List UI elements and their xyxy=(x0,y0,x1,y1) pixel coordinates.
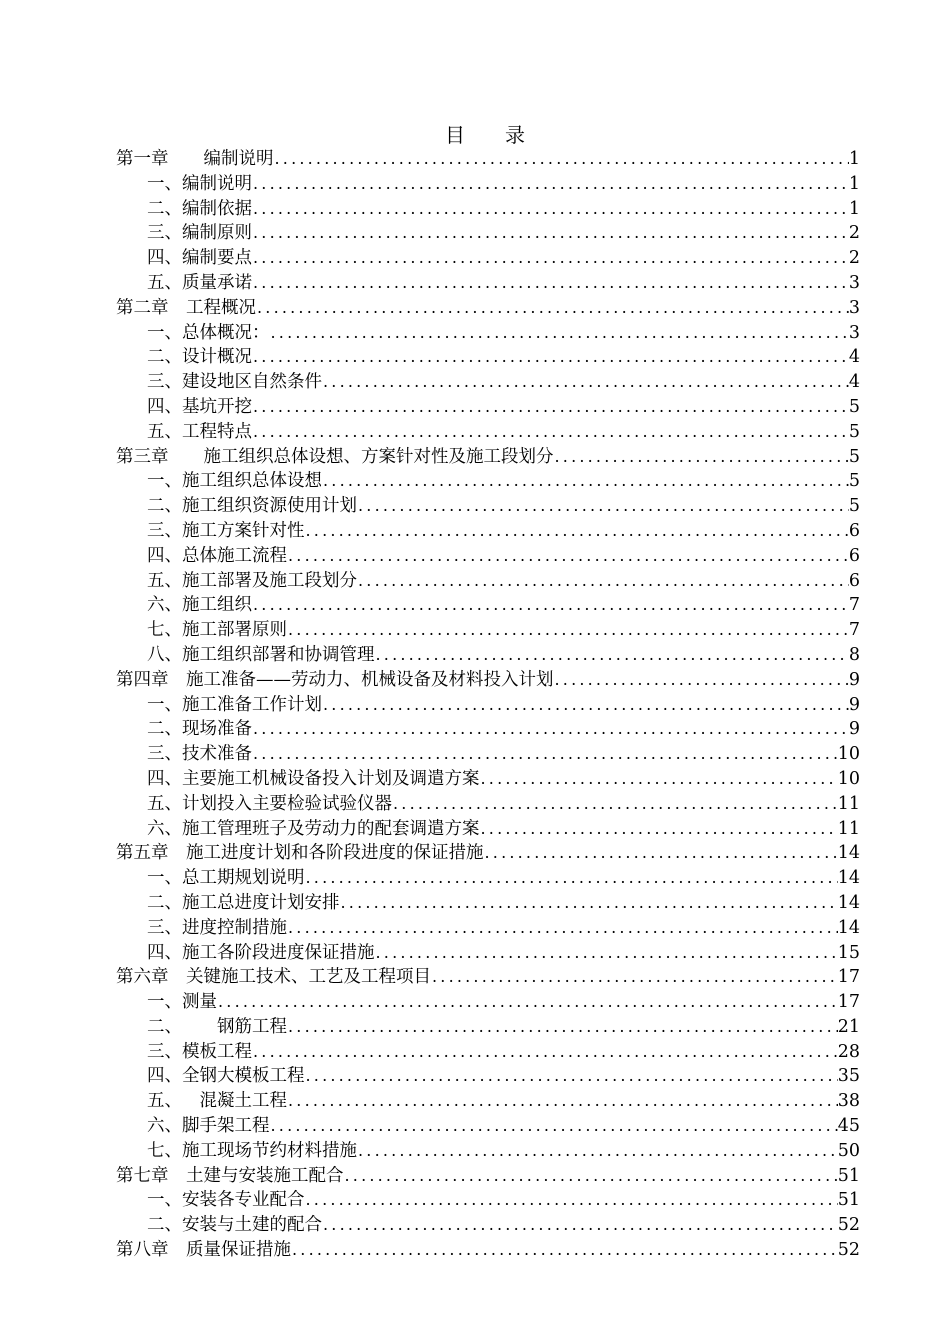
toc-entry-title: 编制说明 xyxy=(182,173,252,194)
toc-entry-title: 安装与土建的配合 xyxy=(182,1215,322,1236)
toc-page-number: 11 xyxy=(837,793,860,814)
toc-entry-number: 第六章 xyxy=(116,967,169,988)
toc-dot-leader xyxy=(256,296,849,321)
toc-chapter-entry[interactable] xyxy=(116,668,860,693)
toc-entry-title: 总工期规划说明 xyxy=(182,868,305,889)
toc-dot-leader xyxy=(252,742,838,767)
toc-section-entry[interactable] xyxy=(116,519,860,544)
toc-entry-number: 二、 xyxy=(147,1016,182,1037)
toc-entry-number: 七、 xyxy=(147,620,182,641)
toc-entry-title: 脚手架工程 xyxy=(182,1116,270,1137)
toc-page-number: 1 xyxy=(848,149,860,169)
toc-page-number: 51 xyxy=(837,1165,860,1186)
toc-section-entry[interactable] xyxy=(116,891,860,916)
toc-page-number: 10 xyxy=(837,768,860,789)
toc-section-entry[interactable] xyxy=(116,1188,860,1213)
toc-dot-leader xyxy=(252,172,849,197)
toc-dot-leader xyxy=(375,941,838,966)
toc-page-number: 3 xyxy=(848,322,860,343)
toc-dot-leader xyxy=(270,1114,838,1139)
toc-entry-title: 测量 xyxy=(182,992,217,1013)
toc-section-entry[interactable] xyxy=(116,643,860,668)
toc-entry-number: 三、 xyxy=(147,520,182,541)
toc-entry-number: 三、 xyxy=(147,917,182,938)
toc-entry-number: 一、 xyxy=(147,1190,182,1211)
toc-entry-title: 施工总进度计划安排 xyxy=(182,892,340,913)
toc-entry-title: 施工现场节约材料措施 xyxy=(182,1140,357,1161)
toc-entry-title: 施工各阶段进度保证措施 xyxy=(182,942,375,963)
toc-entry-number: 三、 xyxy=(147,372,182,393)
toc-entry-title: 施工组织 xyxy=(182,595,252,616)
toc-entry-number: 四、 xyxy=(147,1066,182,1087)
toc-entry-number: 四、 xyxy=(147,768,182,789)
toc-section-entry[interactable] xyxy=(116,742,860,767)
toc-entry-number: 二、 xyxy=(147,198,182,219)
toc-entry-title: 施工管理班子及劳动力的配套调遣方案 xyxy=(182,818,480,839)
toc-entry-number: 五、 xyxy=(147,793,182,814)
toc-entry-title: 质量承诺 xyxy=(182,272,252,293)
toc-page-number: 38 xyxy=(837,1091,860,1112)
toc-page-number: 6 xyxy=(848,570,860,591)
toc-page-number: 14 xyxy=(837,892,860,913)
toc-entry-number: 第八章 xyxy=(116,1240,169,1261)
toc-section-entry[interactable] xyxy=(116,420,860,445)
toc-entry-number: 五、 xyxy=(147,1091,182,1112)
toc-dot-leader xyxy=(252,717,849,742)
toc-section-entry[interactable] xyxy=(116,941,860,966)
toc-entry-title: 计划投入主要检验试验仪器 xyxy=(182,793,392,814)
toc-dot-leader xyxy=(431,965,838,990)
toc-entry-title: 施工组织总体设想、方案针对性及施工段划分 xyxy=(203,446,554,467)
toc-entry-number: 三、 xyxy=(147,223,182,244)
toc-entry-title: 模板工程 xyxy=(182,1041,252,1062)
toc-entry-number: 第二章 xyxy=(116,297,169,318)
toc-title: 目 录 xyxy=(445,123,525,147)
toc-entry-title: 技术准备 xyxy=(182,744,252,765)
toc-dot-leader xyxy=(484,841,838,866)
toc-entry-title: 基坑开挖 xyxy=(182,396,252,417)
toc-dot-leader xyxy=(287,1015,838,1040)
toc-section-entry[interactable] xyxy=(116,817,860,842)
toc-dot-leader xyxy=(252,345,849,370)
toc-section-entry[interactable] xyxy=(116,1064,860,1089)
toc-page-number: 9 xyxy=(848,719,860,740)
toc-section-entry[interactable] xyxy=(116,1139,860,1164)
toc-entry-number: 五、 xyxy=(147,272,182,293)
toc-page-number: 10 xyxy=(837,744,860,765)
toc-chapter-entry[interactable] xyxy=(116,1238,860,1263)
toc-dot-leader xyxy=(322,469,849,494)
toc-entry-title: 施工部署原则 xyxy=(182,620,287,641)
toc-section-entry[interactable] xyxy=(116,345,860,370)
toc-entry-title: 土建与安装施工配合 xyxy=(186,1165,344,1186)
toc-entry-title: 钢筋工程 xyxy=(217,1016,287,1037)
toc-entry-title: 质量保证措施 xyxy=(186,1240,291,1261)
toc-section-entry[interactable] xyxy=(116,271,860,296)
toc-entry-spacer xyxy=(169,296,187,321)
toc-entry-number: 八、 xyxy=(147,644,182,665)
toc-section-entry[interactable] xyxy=(116,1015,860,1040)
toc-entry-number: 二、 xyxy=(147,719,182,740)
toc-section-entry[interactable] xyxy=(116,321,860,346)
toc-page-number: 28 xyxy=(837,1041,860,1062)
toc-entry-number: 六、 xyxy=(147,595,182,616)
toc-entry-title: 施工部署及施工段划分 xyxy=(182,570,357,591)
toc-dot-leader xyxy=(252,395,849,420)
toc-entry-title: 设计概况 xyxy=(182,347,252,368)
toc-entry-number: 一、 xyxy=(147,868,182,889)
toc-page-number: 14 xyxy=(837,843,860,864)
toc-dot-leader xyxy=(252,593,849,618)
toc-dot-leader xyxy=(305,519,849,544)
toc-entry-spacer xyxy=(182,1015,217,1040)
toc-page-number: 17 xyxy=(837,992,860,1013)
toc-entry-number: 四、 xyxy=(147,248,182,269)
toc-section-entry[interactable] xyxy=(116,1040,860,1065)
toc-dot-leader xyxy=(305,1064,838,1089)
toc-dot-leader xyxy=(252,1040,838,1065)
toc-dot-leader xyxy=(287,618,849,643)
toc-entry-number: 第五章 xyxy=(116,843,169,864)
toc-section-entry[interactable] xyxy=(116,618,860,643)
toc-page-number: 5 xyxy=(848,471,860,492)
toc-entry-spacer xyxy=(169,965,187,990)
toc-page-number: 50 xyxy=(837,1140,860,1161)
toc-section-entry[interactable] xyxy=(116,792,860,817)
toc-page-number: 35 xyxy=(837,1066,860,1087)
toc-dot-leader xyxy=(217,990,838,1015)
toc-section-entry[interactable] xyxy=(116,593,860,618)
toc-dot-leader xyxy=(252,197,849,222)
toc-entry-title: 总体施工流程 xyxy=(182,545,287,566)
toc-entry-title: 工程特点 xyxy=(182,421,252,442)
toc-dot-leader xyxy=(392,792,838,817)
toc-dot-leader xyxy=(357,569,849,594)
toc-entry-title: 全钢大模板工程 xyxy=(182,1066,305,1087)
toc-page-number: 5 xyxy=(848,496,860,517)
toc-dot-leader xyxy=(252,420,849,445)
toc-chapter-entry[interactable] xyxy=(116,147,860,172)
toc-page-number: 9 xyxy=(848,669,860,690)
toc-entry-number: 五、 xyxy=(147,570,182,591)
toc-page-number: 17 xyxy=(837,967,860,988)
toc-chapter-entry[interactable] xyxy=(116,841,860,866)
toc-section-entry[interactable] xyxy=(116,916,860,941)
toc-dot-leader xyxy=(340,891,838,916)
toc-entry-title: 施工准备工作计划 xyxy=(182,694,322,715)
toc-dot-leader xyxy=(554,668,849,693)
toc-entry-title: 工程概况 xyxy=(186,297,256,318)
toc-section-entry[interactable] xyxy=(116,990,860,1015)
toc-entry-title: 混凝土工程 xyxy=(199,1091,287,1112)
toc-entry-title: 施工进度计划和各阶段进度的保证措施 xyxy=(186,843,484,864)
toc-entry-number: 一、 xyxy=(147,992,182,1013)
toc-dot-leader xyxy=(252,246,849,271)
toc-page-number: 6 xyxy=(848,520,860,541)
toc-page-number: 1 xyxy=(848,198,860,219)
toc-page-number: 51 xyxy=(837,1190,860,1211)
toc-entry-spacer xyxy=(169,841,187,866)
toc-entry-spacer xyxy=(169,1238,187,1263)
toc-section-entry[interactable] xyxy=(116,767,860,792)
toc-entry-number: 六、 xyxy=(147,1116,182,1137)
toc-entry-spacer xyxy=(169,445,204,470)
toc-chapter-entry[interactable] xyxy=(116,296,860,321)
table-of-contents xyxy=(116,147,860,1263)
toc-section-entry[interactable] xyxy=(116,569,860,594)
toc-dot-leader xyxy=(375,643,849,668)
toc-entry-title: 施工方案针对性 xyxy=(182,520,305,541)
toc-entry-title: 关键施工技术、工艺及工程项目 xyxy=(186,967,431,988)
toc-dot-leader xyxy=(357,494,849,519)
toc-dot-leader xyxy=(322,693,849,718)
toc-dot-leader xyxy=(270,321,849,346)
toc-entry-title: 建设地区自然条件 xyxy=(182,372,322,393)
toc-section-entry[interactable] xyxy=(116,866,860,891)
toc-chapter-entry[interactable] xyxy=(116,965,860,990)
toc-page-number: 3 xyxy=(848,272,860,293)
toc-entry-title: 施工组织资源使用计划 xyxy=(182,496,357,517)
toc-entry-title: 施工准备——劳动力、机械设备及材料投入计划 xyxy=(186,669,554,690)
toc-entry-number: 五、 xyxy=(147,421,182,442)
toc-section-entry[interactable] xyxy=(116,246,860,271)
toc-entry-number: 四、 xyxy=(147,545,182,566)
toc-dot-leader xyxy=(322,370,849,395)
toc-entry-title: 安装各专业配合 xyxy=(182,1190,305,1211)
toc-entry-number: 二、 xyxy=(147,347,182,368)
toc-entry-number: 四、 xyxy=(147,396,182,417)
toc-entry-number: 七、 xyxy=(147,1140,182,1161)
toc-page-number: 9 xyxy=(848,694,860,715)
toc-chapter-entry[interactable] xyxy=(116,445,860,470)
toc-entry-number: 六、 xyxy=(147,818,182,839)
toc-dot-leader xyxy=(344,1164,838,1189)
toc-entry-title: 施工组织部署和协调管理 xyxy=(182,644,375,665)
toc-entry-title: 主要施工机械设备投入计划及调遣方案 xyxy=(182,768,480,789)
toc-page-number: 52 xyxy=(837,1215,860,1236)
toc-section-entry[interactable] xyxy=(116,1114,860,1139)
toc-page-number: 14 xyxy=(837,917,860,938)
toc-entry-number: 一、 xyxy=(147,173,182,194)
toc-section-entry[interactable] xyxy=(116,717,860,742)
toc-entry-number: 一、 xyxy=(147,694,182,715)
toc-page-number: 7 xyxy=(848,620,860,641)
toc-entry-title: 编制说明 xyxy=(203,149,274,169)
toc-entry-title: 施工组织总体设想 xyxy=(182,471,322,492)
toc-section-entry[interactable] xyxy=(116,197,860,222)
toc-page-number: 45 xyxy=(837,1116,860,1137)
toc-section-entry[interactable] xyxy=(116,172,860,197)
toc-page-number: 3 xyxy=(848,297,860,318)
toc-page-number: 7 xyxy=(848,595,860,616)
toc-dot-leader xyxy=(291,1238,838,1263)
toc-page-number: 14 xyxy=(837,868,860,889)
toc-dot-leader xyxy=(322,1213,838,1238)
toc-page-number: 4 xyxy=(848,347,860,368)
toc-dot-leader xyxy=(252,221,849,246)
toc-page-number: 1 xyxy=(848,173,860,194)
toc-entry-number: 第一章 xyxy=(116,149,169,169)
toc-page-number: 6 xyxy=(848,545,860,566)
toc-section-entry[interactable] xyxy=(116,370,860,395)
toc-entry-number: 第七章 xyxy=(116,1165,169,1186)
toc-entry-number: 一、 xyxy=(147,471,182,492)
toc-entry-number: 二、 xyxy=(147,496,182,517)
toc-entry-title: 总体概况： xyxy=(182,322,270,343)
toc-entry-number: 三、 xyxy=(147,1041,182,1062)
toc-page-number: 8 xyxy=(848,644,860,665)
toc-entry-spacer xyxy=(169,147,204,172)
toc-section-entry[interactable] xyxy=(116,693,860,718)
toc-dot-leader xyxy=(287,916,838,941)
toc-page-number: 11 xyxy=(837,818,860,839)
toc-section-entry[interactable] xyxy=(116,395,860,420)
toc-page-number: 15 xyxy=(837,942,860,963)
toc-entry-number: 二、 xyxy=(147,892,182,913)
toc-dot-leader xyxy=(287,544,849,569)
toc-dot-leader xyxy=(252,271,849,296)
toc-entry-title: 进度控制措施 xyxy=(182,917,287,938)
toc-section-entry[interactable] xyxy=(116,221,860,246)
toc-dot-leader xyxy=(357,1139,838,1164)
toc-page-number: 52 xyxy=(837,1240,860,1261)
toc-dot-leader xyxy=(480,767,838,792)
toc-dot-leader xyxy=(287,1089,838,1114)
toc-page-number: 2 xyxy=(848,223,860,244)
toc-entry-number: 第四章 xyxy=(116,669,169,690)
toc-entry-number: 二、 xyxy=(147,1215,182,1236)
toc-page-number: 5 xyxy=(848,421,860,442)
toc-page-number: 4 xyxy=(848,372,860,393)
toc-entry-number: 四、 xyxy=(147,942,182,963)
toc-entry-title: 编制要点 xyxy=(182,248,252,269)
toc-entry-number: 一、 xyxy=(147,322,182,343)
toc-chapter-entry[interactable] xyxy=(116,1164,860,1189)
toc-dot-leader xyxy=(480,817,838,842)
toc-page-number: 5 xyxy=(848,446,860,467)
toc-entry-spacer xyxy=(182,1089,200,1114)
toc-section-entry[interactable] xyxy=(116,494,860,519)
toc-page-number: 5 xyxy=(848,396,860,417)
toc-entry-spacer xyxy=(169,1164,187,1189)
toc-section-entry[interactable] xyxy=(116,469,860,494)
toc-entry-title: 现场准备 xyxy=(182,719,252,740)
toc-page-number: 21 xyxy=(837,1016,860,1037)
toc-dot-leader xyxy=(554,445,849,470)
toc-dot-leader xyxy=(274,147,849,172)
toc-page-number: 2 xyxy=(848,248,860,269)
toc-entry-title: 编制依据 xyxy=(182,198,252,219)
toc-section-entry[interactable] xyxy=(116,1089,860,1114)
toc-entry-spacer xyxy=(169,668,187,693)
toc-dot-leader xyxy=(305,1188,838,1213)
toc-entry-number: 第三章 xyxy=(116,446,169,467)
toc-section-entry[interactable] xyxy=(116,1213,860,1238)
toc-dot-leader xyxy=(305,866,838,891)
toc-section-entry[interactable] xyxy=(116,544,860,569)
toc-entry-title: 编制原则 xyxy=(182,223,252,244)
toc-entry-number: 三、 xyxy=(147,744,182,765)
